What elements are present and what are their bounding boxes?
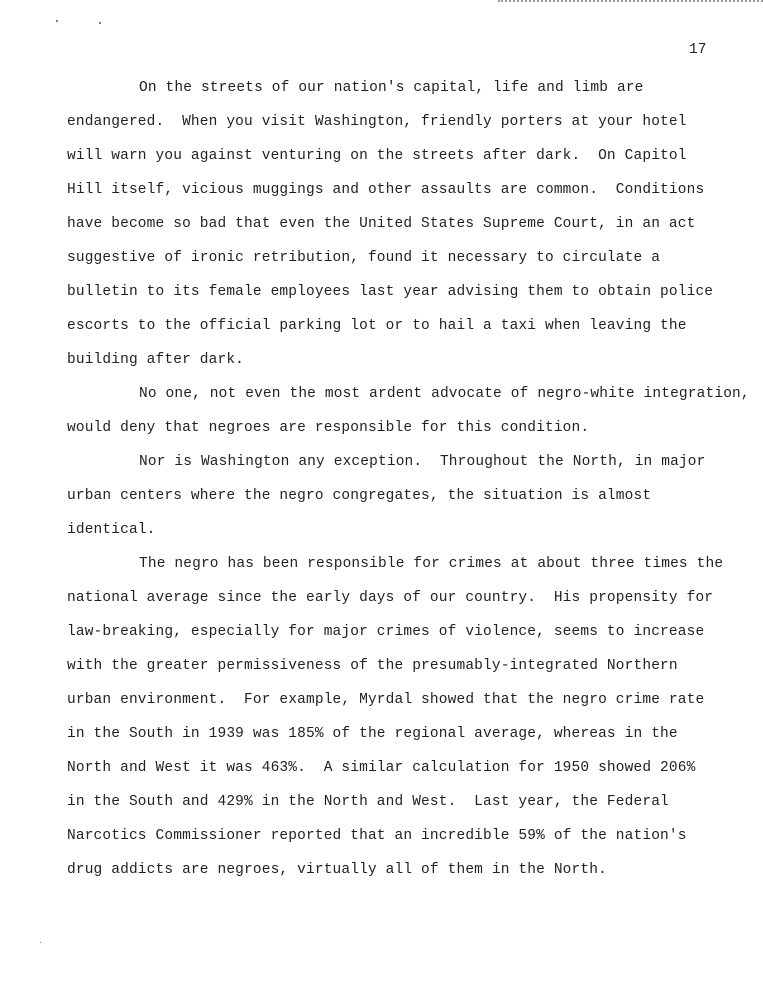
top-edge-dotted-line (498, 0, 763, 2)
paragraph-4-line-1: The negro has been responsible for crimes at about three times the (139, 556, 724, 572)
page-number: 17 (689, 42, 707, 58)
paragraph-1-line-2: endangered. When you visit Washington, friendly porters at your hotel (67, 114, 687, 130)
paragraph-4-line-2: national average since the early days of our country. His propensity for (67, 590, 714, 606)
paragraph-1-line-8: escorts to the official parking lot or to hail a taxi when leaving the (67, 318, 687, 334)
paragraph-4-line-3: law-breaking, especially for major crimes of violence, seems to increase (67, 624, 705, 640)
paragraph-4-line-10: drug addicts are negroes, virtually all of them in the North. (67, 862, 607, 878)
paragraph-2-line-1: No one, not even the most ardent advocate of negro-white integration, (139, 386, 750, 402)
paragraph-4-line-7: North and West it was 463%. A similar calculation for 1950 showed 206% (67, 760, 696, 776)
paragraph-2-line-2: would deny that negroes are responsible for this condition. (67, 420, 590, 436)
paragraph-1-line-7: bulletin to its female employees last year advising them to obtain police (67, 284, 714, 300)
paragraph-4-line-9: Narcotics Commissioner reported that an incredible 59% of the nation's (67, 828, 687, 844)
paragraph-1-line-4: Hill itself, vicious muggings and other assaults are common. Conditions (67, 182, 705, 198)
paragraph-4-line-4: with the greater permissiveness of the presumably-integrated Northern (67, 658, 678, 674)
scan-speck (56, 20, 58, 22)
paragraph-3-line-2: urban centers where the negro congregates, the situation is almost (67, 488, 652, 504)
paragraph-1-line-6: suggestive of ironic retribution, found it necessary to circulate a (67, 250, 661, 266)
scan-speck (40, 942, 41, 943)
paragraph-4-line-5: urban environment. For example, Myrdal showed that the negro crime rate (67, 692, 705, 708)
paragraph-4-line-6: in the South in 1939 was 185% of the regional average, whereas in the (67, 726, 678, 742)
paragraph-1-line-9: building after dark. (67, 352, 245, 368)
paragraph-4-line-8: in the South and 429% in the North and West. Last year, the Federal (67, 794, 669, 810)
paragraph-1-line-3: will warn you against venturing on the streets after dark. On Capitol (67, 148, 687, 164)
body-text (67, 71, 763, 887)
paragraph-1-line-5: have become so bad that even the United States Supreme Court, in an act (67, 216, 696, 232)
paragraph-3-line-1: Nor is Washington any exception. Throughout the North, in major (139, 454, 706, 470)
paragraph-3-line-3: identical. (67, 522, 156, 538)
paragraph-1-line-1: On the streets of our nation's capital, life and limb are (139, 80, 644, 96)
scan-speck (99, 22, 101, 24)
